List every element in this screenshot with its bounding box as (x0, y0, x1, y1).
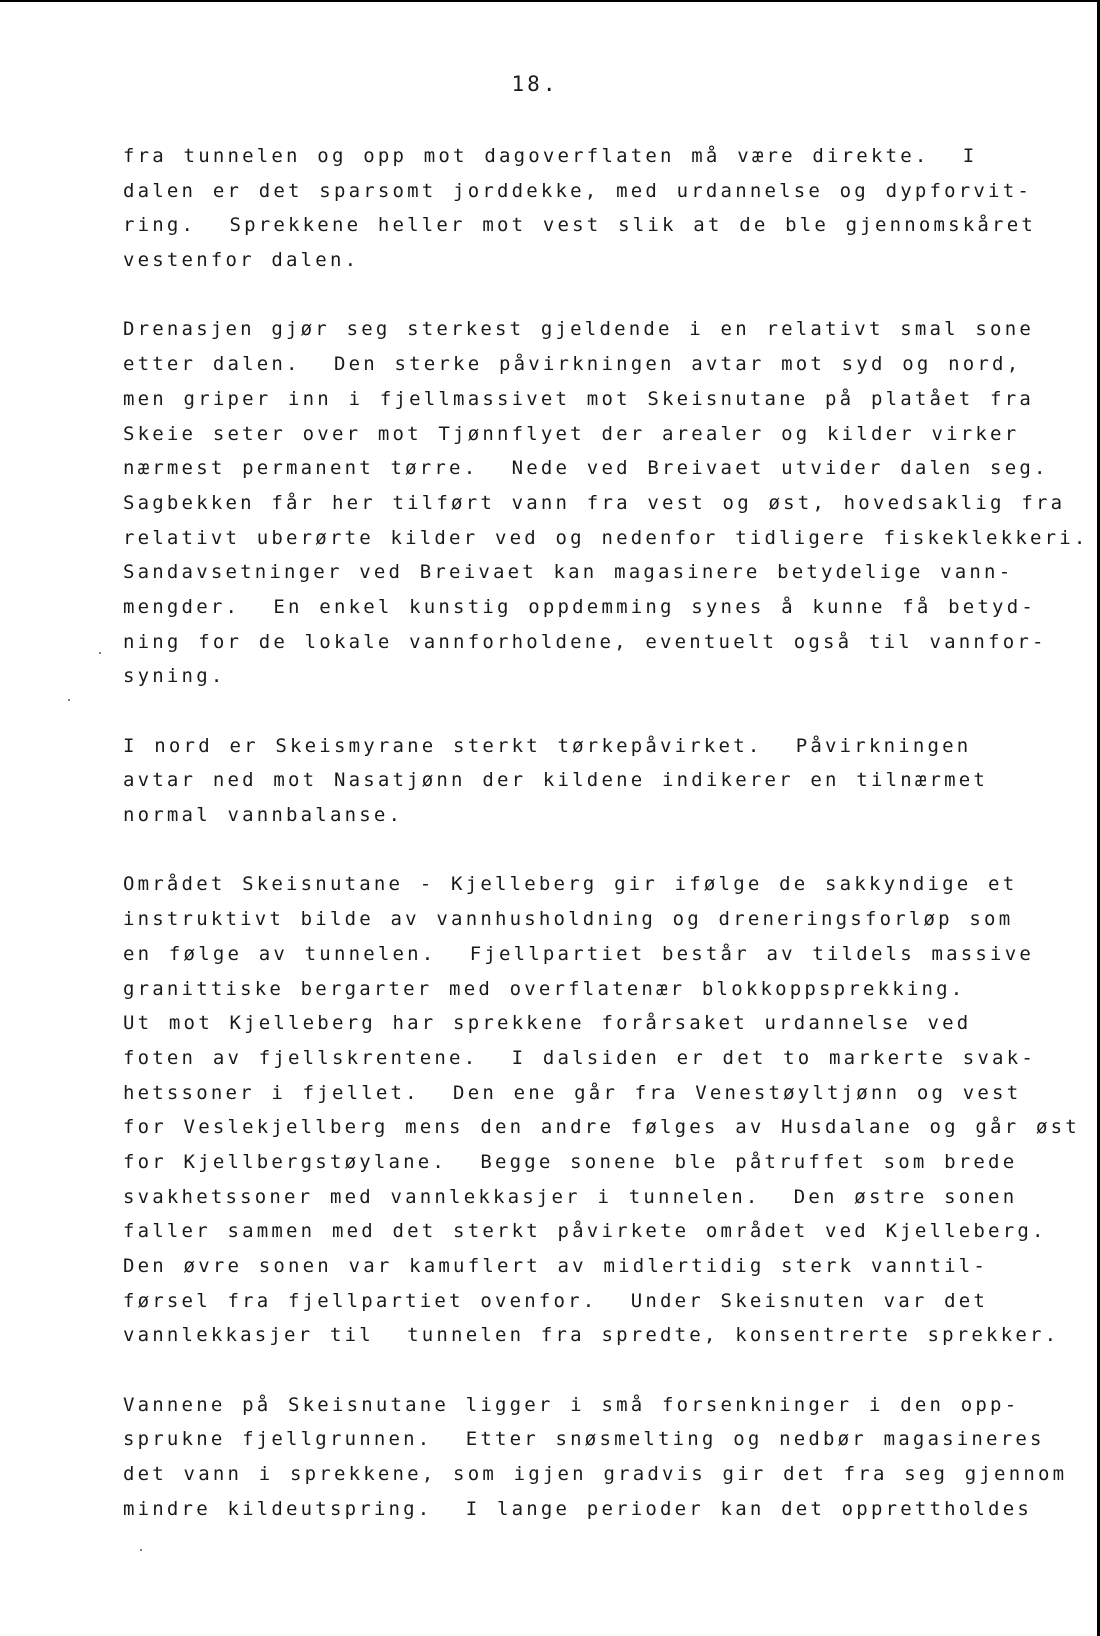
text-line: vannlekkasjer til tunnelen fra spredte, konsentrerte sprekker. (123, 1324, 1060, 1347)
text-line: fra tunnelen og opp mot dagoverflaten må være direkte. I (123, 145, 978, 167)
paragraph (123, 312, 1089, 694)
scan-speck (68, 699, 70, 701)
paragraph-gap (123, 278, 1083, 313)
text-line: Drenasjen gjør seg sterkest gjeldende i en relativt smal sone (123, 318, 1034, 341)
text-line: mengder. En enkel kunstig oppdemming synes å kunne få betyd- (123, 595, 1036, 618)
text-line: for Veslekjellberg mens den andre følges av Husdalane og går øst (123, 1116, 1080, 1139)
paragraph-gap (123, 694, 1083, 729)
text-line: ning for de lokale vannforholdene, eventuelt også til vannfor- (123, 630, 1047, 653)
text-line: Den øvre sonen var kamuflert av midlertidig sterk vanntil- (123, 1255, 989, 1277)
paragraph (123, 867, 1083, 1353)
paragraph (123, 729, 1083, 833)
page-number: 18. (511, 72, 559, 96)
body-text (123, 139, 1089, 1527)
scan-speck (140, 1549, 142, 1551)
text-line: vestenfor dalen. (123, 249, 360, 272)
text-line: faller sammen med det sterkt påvirkete området ved Kjelleberg. (123, 1220, 1047, 1243)
text-line: det vann i sprekkene, som igjen gradvis gir det fra seg gjennom (123, 1463, 1068, 1486)
text-line: nærmest permanent tørre. Nede ved Breivaet utvider dalen seg. (123, 457, 1049, 480)
text-line: I nord er Skeismyrane sterkt tørkepåvirket. Påvirkningen (123, 734, 972, 757)
text-line: men griper inn i fjellmassivet mot Skeisnutane på platået fra (123, 387, 1034, 410)
text-line: sprukne fjellgrunnen. Etter snøsmelting og nedbør magasineres (123, 1428, 1045, 1451)
text-line: Skeie seter over mot Tjønnflyet der arealer og kilder virker (123, 422, 1020, 445)
text-line: syning. (123, 665, 226, 688)
text-line: mindre kildeutspring. I lange perioder kan det opprettholdes (123, 1497, 1032, 1520)
text-line: Vannene på Skeisnutane ligger i små forsenkninger i den opp- (123, 1393, 1020, 1416)
text-line: avtar ned mot Nasatjønn der kildene indikerer en tilnærmet (123, 769, 989, 792)
text-line: for Kjellbergstøylane. Begge sonene ble påtruffet som brede (123, 1150, 1018, 1173)
text-line: svakhetssoner med vannlekkasjer i tunnelen. Den østre sonen (123, 1185, 1018, 1208)
paragraph (123, 1388, 1083, 1527)
paragraph (123, 139, 1083, 278)
paragraph-gap (123, 833, 1083, 868)
text-line: Sagbekken får her tilført vann fra vest og øst, hovedsaklig fra (123, 491, 1066, 514)
text-line: Området Skeisnutane - Kjelleberg gir ifølge de sakkyndige et (123, 873, 1018, 896)
text-line: relativt uberørte kilder ved og nedenfor tidligere fiskeklekkeri. (123, 526, 1089, 549)
text-line: granittiske bergarter med overflatenær blokkoppsprekking. (123, 977, 966, 1000)
text-line: ring. Sprekkene heller mot vest slik at de ble gjennomskåret (123, 214, 1036, 237)
text-line: en følge av tunnelen. Fjellpartiet består av tildels massive (123, 942, 1034, 965)
text-line: foten av fjellskrentene. I dalsiden er det to markerte svak- (123, 1046, 1036, 1069)
text-line: normal vannbalanse. (123, 804, 404, 827)
text-line: Ut mot Kjelleberg har sprekkene forårsaket urdannelse ved (123, 1012, 972, 1035)
text-line: dalen er det sparsomt jorddekke, med urdannelse og dypforvit- (123, 179, 1032, 202)
text-line: etter dalen. Den sterke påvirkningen avtar mot syd og nord, (123, 353, 1022, 376)
text-line: Sandavsetninger ved Breivaet kan magasinere betydelige vann- (123, 561, 1014, 584)
paragraph-gap (123, 1353, 1083, 1388)
text-line: instruktivt bilde av vannhusholdning og dreneringsforløp som (123, 908, 1014, 931)
text-line: hetssoner i fjellet. Den ene går fra Venestøyltjønn og vest (123, 1081, 1022, 1104)
scan-speck (99, 652, 101, 654)
text-line: førsel fra fjellpartiet ovenfor. Under Skeisnuten var det (123, 1289, 989, 1312)
